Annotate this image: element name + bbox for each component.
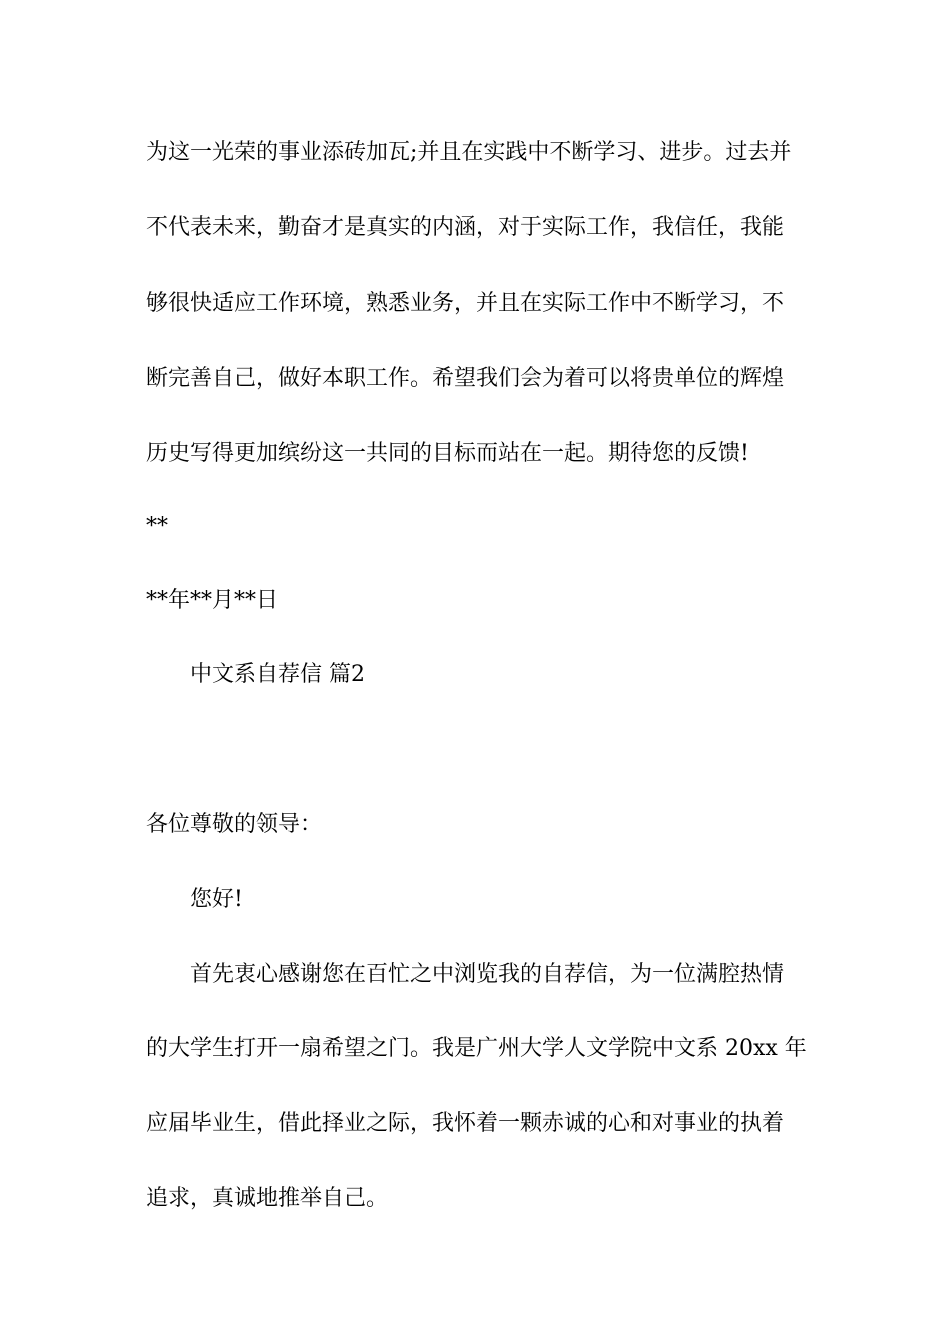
paragraph-line: 够很快适应工作环境，熟悉业务，并且在实际工作中不断学习，不 xyxy=(146,291,785,316)
signature-date: **年**月**日 xyxy=(146,588,279,613)
salutation: 各位尊敬的领导： xyxy=(146,812,323,837)
body-line: 应届毕业生，借此择业之际，我怀着一颗赤诚的心和对事业的执着 xyxy=(146,1111,785,1136)
paragraph-line: 断完善自己，做好本职工作。希望我们会为着可以将贵单位的辉煌 xyxy=(146,366,785,391)
greeting: 您好! xyxy=(190,887,243,912)
body-line: 的大学生打开一扇希望之门。我是广州大学人文学院中文系 20xx 年 xyxy=(146,1036,807,1061)
section-heading: 中文系自荐信 篇2 xyxy=(190,662,365,687)
body-line: 追求，真诚地推举自己。 xyxy=(146,1186,389,1211)
body-line: 首先衷心感谢您在百忙之中浏览我的自荐信，为一位满腔热情 xyxy=(190,962,785,987)
paragraph-line: 为这一光荣的事业添砖加瓦;并且在实践中不断学习、进步。过去并 xyxy=(146,140,792,165)
paragraph-line: 不代表未来，勤奋才是真实的内涵，对于实际工作，我信任，我能 xyxy=(146,215,785,240)
paragraph-line: 历史写得更加缤纷这一共同的目标而站在一起。期待您的反馈! xyxy=(146,441,749,466)
signature-name: ** xyxy=(146,514,168,539)
